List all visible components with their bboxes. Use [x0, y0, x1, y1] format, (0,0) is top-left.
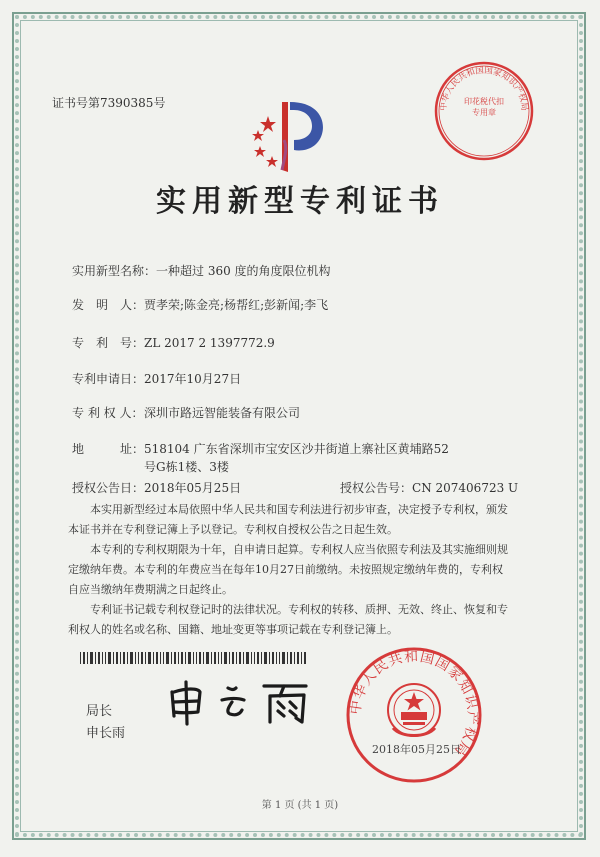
utility-model-name-row — [72, 262, 331, 279]
address-line-1: 518104 广东省深圳市宝安区沙井街道上寨社区黄埔路52 — [144, 442, 449, 456]
field-label: 授权公告日： — [72, 481, 145, 495]
field-label: 地 址： — [72, 442, 145, 456]
patent-number-row — [72, 334, 275, 351]
director-name: 申长雨 — [86, 726, 126, 741]
application-date: 2017年10月27日 — [144, 372, 242, 386]
director-title: 局长 — [86, 704, 113, 719]
field-label: 专利申请日： — [72, 372, 145, 386]
text-line: 本实用新型经过本局依照中华人民共和国专利法进行初步审查，决定授予专利权，颁发 — [90, 503, 508, 516]
page-footer: 第 1 页 (共 1 页) — [261, 800, 339, 811]
application-date-row — [72, 370, 241, 387]
field-label: 实用新型名称： — [72, 264, 157, 278]
field-label: 发 明 人： — [72, 298, 145, 312]
text-line: 本证书并在专利登记簿上予以登记。专利权自授权公告之日起生效。 — [68, 523, 398, 536]
paragraph-legal-status — [68, 600, 528, 640]
seal-center-text: 印花税代扣专用章 — [464, 97, 504, 117]
inventors: 贾孝荣;陈金亮;杨帮红;彭新闻;李飞 — [144, 298, 329, 312]
patent-office-logo-icon — [248, 96, 332, 176]
seal-main-text: 中华人民共和国国家知识产权局 — [347, 648, 481, 760]
director-signature — [166, 678, 322, 726]
patentee: 深圳市路远智能装备有限公司 — [144, 406, 301, 420]
patent-number: ZL 2017 2 1397772.9 — [144, 336, 275, 350]
grant-number: CN 207406723 U — [412, 481, 519, 495]
national-ip-seal — [345, 646, 483, 784]
field-label: 授权公告号： — [340, 481, 413, 495]
text-line: 利权人的姓名或名称、国籍、地址变更等事项记载在专利登记簿上。 — [68, 623, 398, 636]
address-row — [72, 440, 449, 457]
inventors-row — [72, 296, 328, 313]
grant-date-row — [72, 479, 241, 496]
barcode — [80, 652, 306, 664]
certificate-number: 证书号第7390385号 — [52, 96, 166, 110]
text-line: 定缴纳年费。本专利的年费应当在每年10月27日前缴纳。未按照规定缴纳年费的，专利权 — [68, 563, 503, 576]
grant-number-row — [340, 479, 518, 496]
text-line: 自应当缴纳年费期满之日起终止。 — [68, 583, 233, 596]
field-label: 专 利 权 人： — [72, 406, 144, 420]
seal-date: 2018年05月25日 — [372, 743, 461, 756]
paragraph-grant — [68, 500, 528, 540]
national-emblem-icon — [388, 684, 440, 736]
tax-seal-stamp — [433, 60, 535, 162]
field-label: 专 利 号： — [72, 336, 145, 350]
text-line: 本专利的专利权期限为十年，自申请日起算。专利权人应当依照专利法及其实施细则规 — [90, 543, 508, 556]
grant-date: 2018年05月25日 — [144, 481, 242, 495]
paragraph-term — [68, 540, 528, 600]
certificate-title: 实用新型专利证书 — [156, 184, 444, 219]
patentee-row — [72, 404, 300, 421]
utility-model-name: 一种超过 360 度的角度限位机构 — [156, 264, 331, 278]
text-line: 专利证书记载专利权登记时的法律状况。专利权的转移、质押、无效、终止、恢复和专 — [90, 603, 508, 616]
seal-top-text: 中华人民共和国国家知识产权局 — [438, 65, 530, 112]
address-line-2: 号G栋1楼、3楼 — [144, 460, 229, 474]
